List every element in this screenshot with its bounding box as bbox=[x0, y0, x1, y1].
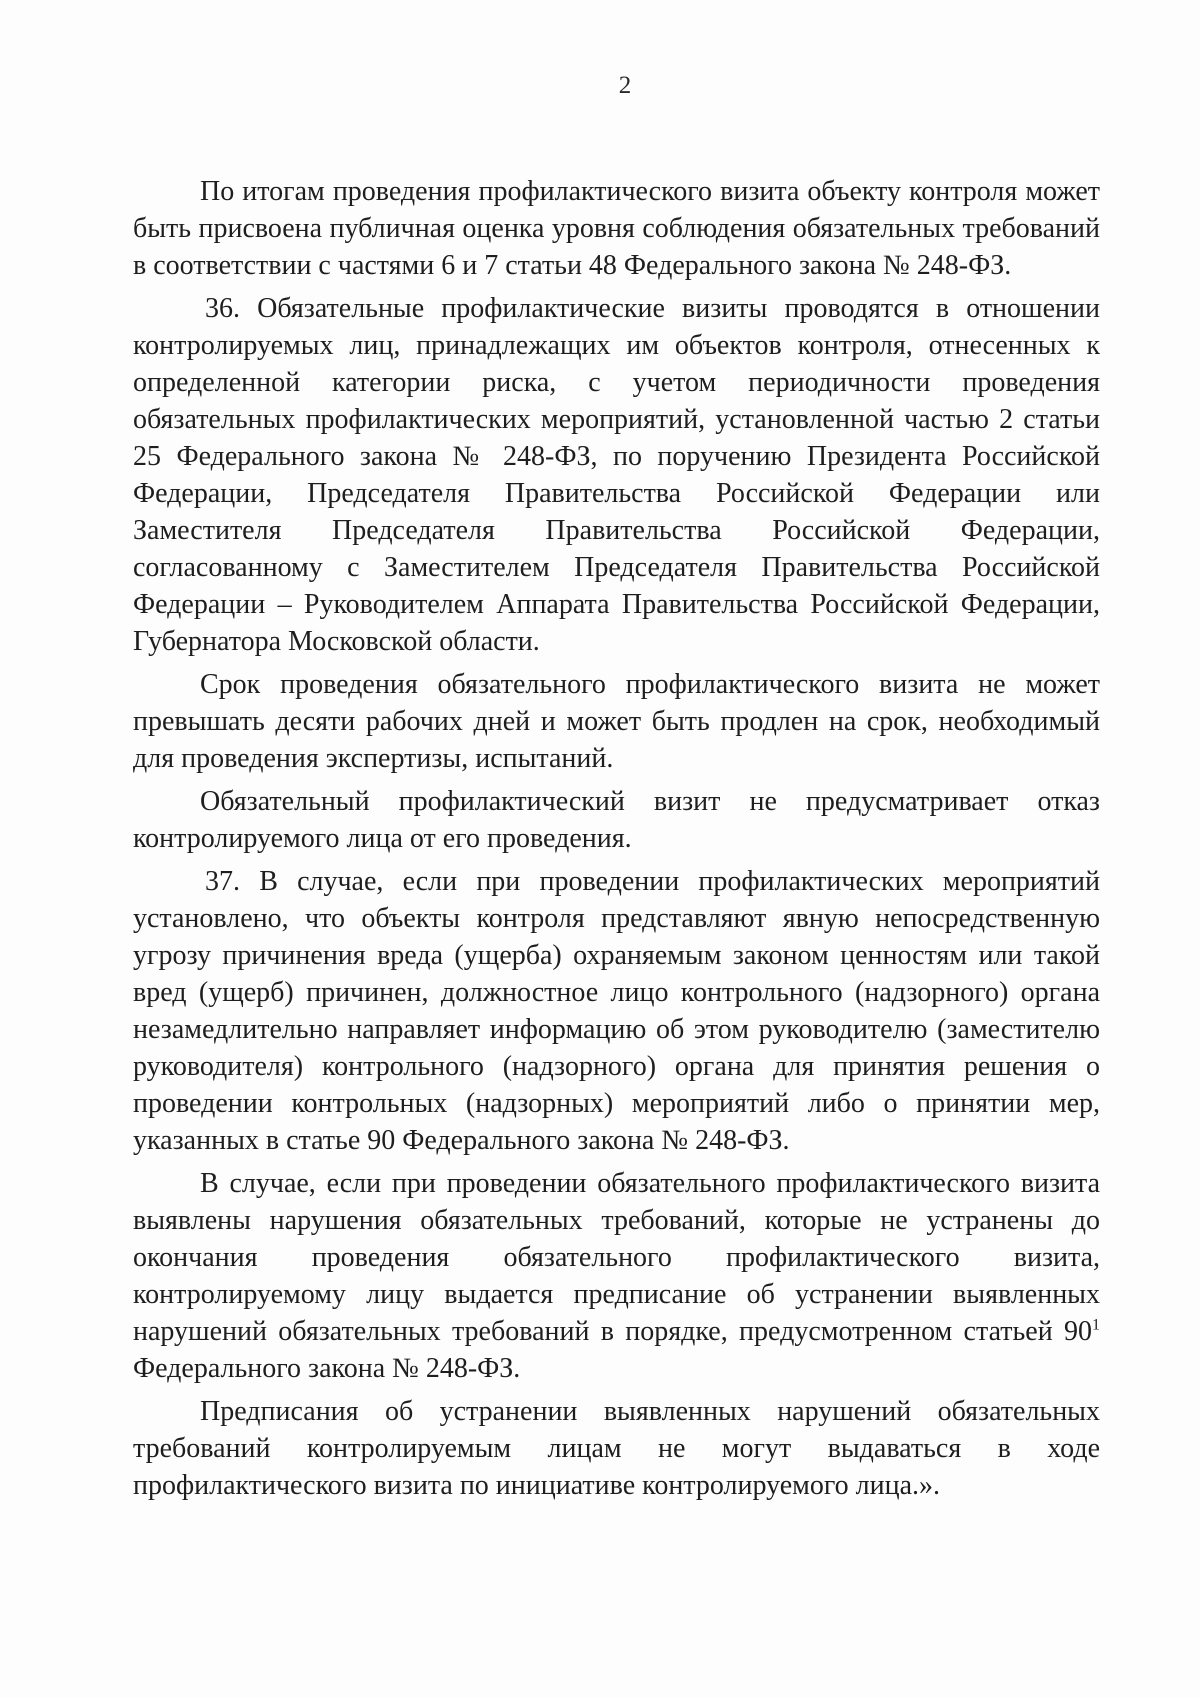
paragraph-no-refusal: Обязательный профилактический визит не предусматривает отказ контролируемого лица от его проведения. bbox=[133, 786, 1100, 854]
article-superscript: 1 bbox=[1092, 1316, 1100, 1334]
paragraph-public-assessment: По итогам проведения профилактического визита объекту контроля может быть присвоена публичная оценка уровня соблюдения обязательных требований в соответствии с частями 6 и 7 статьи 48 Федерального закона № 248-ФЗ. bbox=[133, 176, 1100, 281]
paragraph-visit-duration: Срок проведения обязательного профилактического визита не может превышать десяти рабочих дней и может быть продлен на срок, необходимый для проведения экспертизы, испытаний. bbox=[133, 669, 1100, 774]
violations-text-after: Федерального закона № 248-ФЗ. bbox=[133, 1353, 521, 1384]
paragraph-violations-order bbox=[133, 1165, 1100, 1387]
paragraph-orders-restriction: Предписания об устранении выявленных нарушений обязательных требований контролируемым лицам не могут выдаваться в ходе профилактического визита по инициативе контролируемого лица.». bbox=[133, 1396, 1100, 1501]
paragraph-item-37: 37. В случае, если при проведении профилактических мероприятий установлено, что объекты контроля представляют явную непосредственную угрозу причинения вреда (ущерба) охраняемым законом ценностям или такой вред (ущерб) причинен, должностное лицо контрольного (надзорного) органа незамедлительно направляет информацию об этом руководителю (заместителю руководителя) контрольного (надзорного) органа для принятия решения о проведении контрольных (надзорных) мероприятий либо о принятии мер, указанных в статье 90 Федерального закона № 248-ФЗ. bbox=[133, 866, 1100, 1156]
violations-text-before: В случае, если при проведении обязательного профилактического визита выявлены нарушения обязательных требований, которые не устранены до окончания проведения обязательного профилактического визита, контролируемому лицу выдается предписание об устранении выявленных нарушений обязательных требований в порядке, предусмотренном статьей 90 bbox=[133, 1168, 1100, 1347]
paragraph-item-36: 36. Обязательные профилактические визиты проводятся в отношении контролируемых лиц, принадлежащих им объектов контроля, отнесенных к определенной категории риска, с учетом периодичности проведения обязательных профилактических мероприятий, установленной частью 2 статьи 25 Федерального закона № 248-ФЗ, по поручению Президента Российской Федерации, Председателя Правительства Российской Федерации или Заместителя Председателя Правительства Российской Федерации, согласованному с Заместителем Председателя Правительства Российской Федерации – Руководителем Аппарата Правительства Российской Федерации, Губернатора Московской области. bbox=[133, 293, 1100, 657]
page-number: 2 bbox=[618, 72, 632, 99]
document-body bbox=[133, 173, 1100, 1510]
